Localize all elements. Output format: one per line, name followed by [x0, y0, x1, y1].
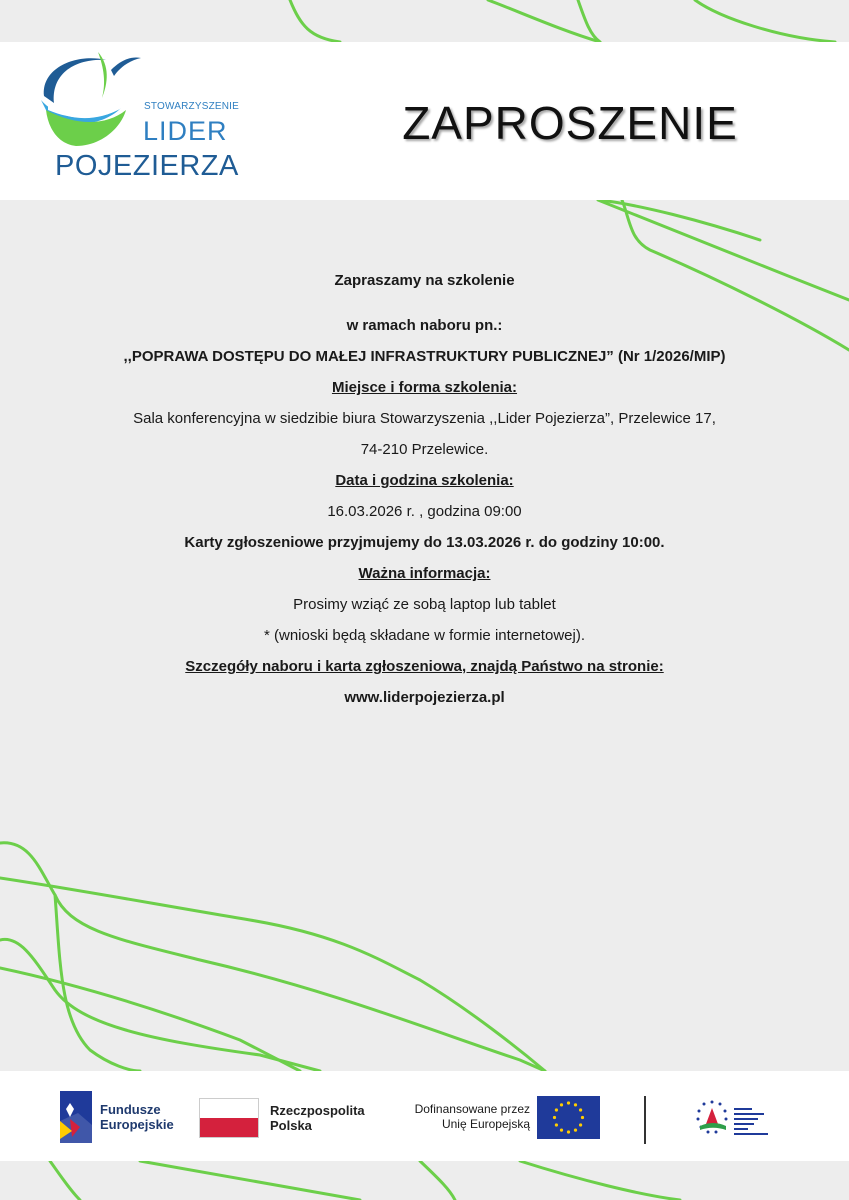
- place-heading: Miejsce i forma szkolenia:: [331, 379, 518, 396]
- call-label: w ramach naboru pn.:: [346, 317, 503, 334]
- fundusze-europejskie-icon: [60, 1091, 92, 1143]
- eu-cofunding-text: [405, 1102, 530, 1132]
- fe-line-1: Fundusze: [100, 1102, 161, 1117]
- intro-text: Zapraszamy na szkolenie: [334, 272, 515, 289]
- footer-divider: [644, 1096, 646, 1144]
- info-line-1: Prosimy wziąć ze sobą laptop lub tablet: [293, 596, 556, 613]
- info-line-2: * (wnioski będą składane w formie internetowej).: [264, 627, 585, 644]
- invitation-content: [60, 264, 789, 713]
- page-title: ZAPROSZENIE: [402, 97, 738, 149]
- pl-line-2: Polska: [270, 1118, 312, 1133]
- place-line-1: Sala konferencyjna w siedzibie biura Stowarzyszenia ,,Lider Pojezierza”, Przelewice 17,: [133, 410, 716, 427]
- rzeczpospolita-polska-text: [270, 1103, 365, 1133]
- polish-flag-icon: [199, 1098, 259, 1138]
- call-name: ,,POPRAWA DOSTĘPU DO MAŁEJ INFRASTRUKTURY PUBLICZNEJ” (Nr 1/2026/MIP): [123, 348, 726, 365]
- lgd-partner-logo-icon: [690, 1094, 780, 1144]
- logo-main-text: LIDER: [143, 116, 228, 146]
- logo-sub-text: POJEZIERZA: [55, 150, 239, 182]
- eu-line-1: Dofinansowane przez: [414, 1102, 530, 1116]
- fe-line-2: Europejskie: [100, 1117, 174, 1132]
- pl-line-1: Rzeczpospolita: [270, 1103, 365, 1118]
- eu-line-2: Unię Europejską: [441, 1117, 530, 1131]
- eu-flag-icon: [537, 1096, 600, 1139]
- date-heading: Data i godzina szkolenia:: [335, 472, 514, 489]
- place-line-2: 74-210 Przelewice.: [360, 441, 489, 458]
- logo-small-text: STOWARZYSZENIE: [144, 101, 240, 112]
- website-link[interactable]: www.liderpojezierza.pl: [344, 689, 505, 706]
- fundusze-europejskie-text: [100, 1102, 174, 1132]
- info-heading: Ważna informacja:: [358, 565, 491, 582]
- deadline-text: Karty zgłoszeniowe przyjmujemy do 13.03.2026 r. do godziny 10:00.: [184, 534, 665, 551]
- details-heading: Szczegóły naboru i karta zgłoszeniowa, znajdą Państwo na stronie:: [185, 658, 664, 675]
- date-value: 16.03.2026 r. , godzina 09:00: [327, 503, 522, 520]
